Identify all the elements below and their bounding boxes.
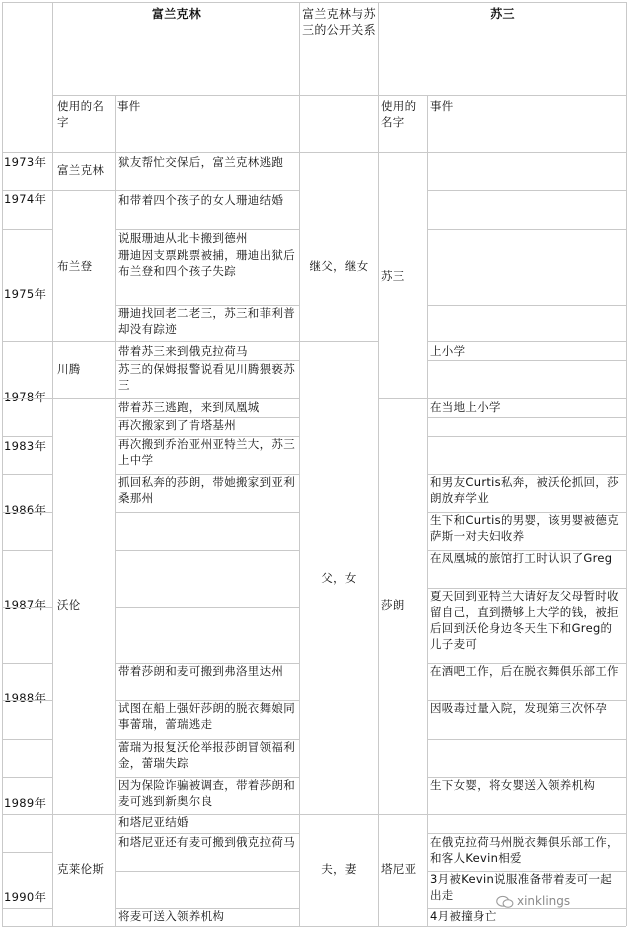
susan-event: 在俄克拉荷马州脱衣舞俱乐部工作，和客人Kevin相爱	[430, 835, 619, 865]
grid-row-line	[115, 814, 299, 815]
grid-row-line	[427, 871, 626, 872]
grid-row-line	[299, 814, 378, 815]
grid-row-line	[115, 436, 299, 437]
year-label: 1987年	[4, 598, 47, 612]
grid-row-line	[427, 417, 626, 418]
relation-label: 继父，继女	[309, 259, 369, 273]
franklin-event: 带着苏三来到俄克拉荷马	[118, 344, 248, 358]
year-label: 1973年	[4, 155, 47, 169]
grid-row-line	[2, 474, 52, 475]
grid-row-line	[2, 152, 626, 153]
year-label: 1988年	[4, 691, 47, 705]
franklin-event: 苏三的保姆报警说看见川腾猥亵苏三	[118, 362, 295, 392]
susan-event: 夏天回到亚特兰大请好友父母暂时收留自己，直到攒够上大学的钱，被拒后回到沃伦身边冬天生下和Greg的儿子麦可	[430, 589, 619, 651]
grid-row-line	[115, 190, 299, 191]
susan-name: 莎朗	[381, 598, 405, 612]
franklin-event: 再次搬家到了肯塔基州	[118, 418, 236, 432]
grid-row-line	[2, 700, 52, 701]
subheader-franklin-event: 事件	[117, 99, 141, 113]
franklin-event: 带着苏三逃跑，来到凤凰城	[118, 400, 260, 414]
grid-row-line	[2, 814, 52, 815]
grid-col-line	[115, 95, 116, 926]
franklin-name: 富兰克林	[57, 163, 105, 177]
grid-row-line	[299, 341, 378, 342]
franklin-name: 克莱伦斯	[57, 862, 105, 876]
subheader-susan-name: 使用的名字	[381, 99, 417, 129]
year-label: 1990年	[4, 890, 47, 904]
grid-row-line	[427, 550, 626, 551]
grid-row-line	[427, 229, 626, 230]
franklin-name: 沃伦	[57, 598, 81, 612]
grid-row-line	[2, 777, 52, 778]
relation-label: 夫，妻	[321, 862, 357, 876]
susan-name: 苏三	[381, 269, 405, 283]
franklin-event: 再次搬到乔治亚州亚特兰大，苏三上中学	[118, 437, 295, 467]
grid-row-line	[427, 512, 626, 513]
header-franklin: 富兰克林	[151, 7, 202, 21]
grid-row-line	[2, 739, 52, 740]
grid-row-line	[2, 2, 626, 3]
year-label: 1974年	[4, 192, 47, 206]
watermark-text: xinklings	[517, 894, 571, 908]
franklin-event: 将麦可送入领养机构	[118, 909, 225, 923]
grid-row-line	[2, 852, 52, 853]
grid-row-line	[115, 417, 299, 418]
grid-row-line	[2, 926, 626, 927]
subheader-susan-event: 事件	[430, 99, 454, 113]
grid-row-line	[52, 95, 626, 96]
grid-row-line	[427, 908, 626, 909]
grid-row-line	[2, 436, 52, 437]
franklin-event: 带着莎朗和麦可搬到弗洛里达州	[118, 664, 284, 678]
franklin-event: 珊迪找回老二老三，苏三和菲利普却没有踪迹	[118, 306, 295, 336]
grid-col-line	[299, 2, 300, 926]
grid-row-line	[427, 814, 626, 815]
grid-row-line	[115, 663, 299, 664]
grid-row-line	[427, 739, 626, 740]
franklin-event: 和塔尼亚还有麦可搬到俄克拉荷马	[118, 835, 295, 849]
grid-row-line	[427, 341, 626, 342]
franklin-name: 布兰登	[57, 259, 93, 273]
franklin-event: 蕾瑞为报复沃伦举报莎朗冒领福利金，蕾瑞失踪	[118, 740, 295, 770]
grid-row-line	[427, 436, 626, 437]
grid-row-line	[115, 398, 299, 399]
grid-row-line	[115, 908, 299, 909]
grid-row-line	[115, 833, 299, 834]
year-label: 1989年	[4, 796, 47, 810]
grid-row-line	[2, 190, 52, 191]
grid-row-line	[115, 739, 299, 740]
grid-row-line	[115, 512, 299, 513]
header-relation: 富兰克林与苏三的公开关系	[302, 7, 376, 37]
franklin-event: 狱友帮忙交保后，富兰克林逃跑	[118, 155, 284, 169]
franklin-event: 珊迪因支票跳票被捕，珊迪出狱后布兰登和四个孩子失踪	[118, 248, 295, 278]
grid-row-line	[52, 341, 115, 342]
year-label: 1978年	[4, 390, 47, 404]
grid-row-line	[115, 474, 299, 475]
grid-row-line	[427, 833, 626, 834]
susan-event: 和男友Curtis私奔，被沃伦抓回，莎朗放弃学业	[430, 475, 619, 505]
grid-row-line	[2, 341, 52, 342]
susan-event: 在酒吧工作，后在脱衣舞俱乐部工作	[430, 664, 619, 678]
susan-name: 塔尼亚	[381, 862, 417, 876]
susan-event: 因吸毒过量入院，发现第三次怀孕	[430, 701, 607, 715]
franklin-event: 说服珊迪从北卡搬到德州	[118, 231, 248, 245]
grid-row-line	[115, 305, 299, 306]
susan-event: 在当地上小学	[430, 400, 501, 414]
watermark	[496, 894, 570, 909]
grid-row-line	[115, 550, 299, 551]
grid-row-line	[427, 474, 626, 475]
susan-event: 4月被撞身亡	[430, 909, 497, 923]
grid-row-line	[115, 607, 299, 608]
grid-row-line	[115, 871, 299, 872]
grid-col-line	[2, 2, 3, 926]
susan-event: 生下和Curtis的男婴，该男婴被德克萨斯一对夫妇收养	[430, 513, 619, 543]
grid-row-line	[52, 814, 115, 815]
grid-row-line	[2, 607, 52, 608]
grid-row-line	[2, 663, 52, 664]
franklin-event: 和带着四个孩子的女人珊迪结婚	[118, 193, 284, 207]
grid-row-line	[427, 777, 626, 778]
header-susan: 苏三	[490, 7, 515, 21]
subheader-franklin-name: 使用的名字	[57, 99, 105, 129]
wechat-icon	[496, 895, 514, 909]
susan-event: 生下女婴，将女婴送入领养机构	[430, 778, 596, 792]
franklin-event: 和塔尼亚结婚	[118, 815, 189, 829]
franklin-event: 试图在船上强奸莎朗的脱衣舞娘同事蕾瑞，蕾瑞逃走	[118, 701, 295, 731]
grid-row-line	[427, 360, 626, 361]
franklin-event: 抓回私奔的莎朗，带她搬家到亚利桑那州	[118, 475, 295, 505]
relation-label: 父，女	[321, 571, 357, 585]
grid-col-line	[626, 2, 627, 926]
susan-event: 上小学	[430, 344, 466, 358]
grid-row-line	[2, 908, 52, 909]
franklin-event: 因为保险诈骗被调查，带着莎朗和麦可逃到新奥尔良	[118, 778, 295, 808]
grid-row-line	[2, 512, 52, 513]
grid-row-line	[2, 398, 52, 399]
grid-row-line	[427, 190, 626, 191]
grid-row-line	[427, 700, 626, 701]
susan-event: 3月被Kevin说服准备带着麦可一起出走	[430, 872, 613, 902]
grid-row-line	[115, 700, 299, 701]
grid-row-line	[427, 398, 626, 399]
grid-col-line	[378, 2, 379, 926]
grid-row-line	[378, 398, 427, 399]
grid-row-line	[427, 663, 626, 664]
grid-row-line	[115, 777, 299, 778]
grid-col-line	[427, 95, 428, 926]
grid-row-line	[115, 341, 299, 342]
year-label: 1983年	[4, 439, 47, 453]
grid-row-line	[115, 360, 299, 361]
grid-col-line	[52, 2, 53, 926]
year-label: 1986年	[4, 503, 47, 517]
grid-row-line	[378, 814, 427, 815]
susan-event: 在凤凰城的旅馆打工时认识了Greg	[430, 551, 613, 565]
grid-row-line	[427, 305, 626, 306]
year-label: 1975年	[4, 287, 47, 301]
grid-row-line	[427, 588, 626, 589]
franklin-name: 川腾	[57, 362, 81, 376]
grid-row-line	[52, 398, 115, 399]
grid-row-line	[2, 229, 52, 230]
grid-row-line	[2, 550, 52, 551]
grid-row-line	[115, 229, 299, 230]
grid-row-line	[52, 190, 115, 191]
